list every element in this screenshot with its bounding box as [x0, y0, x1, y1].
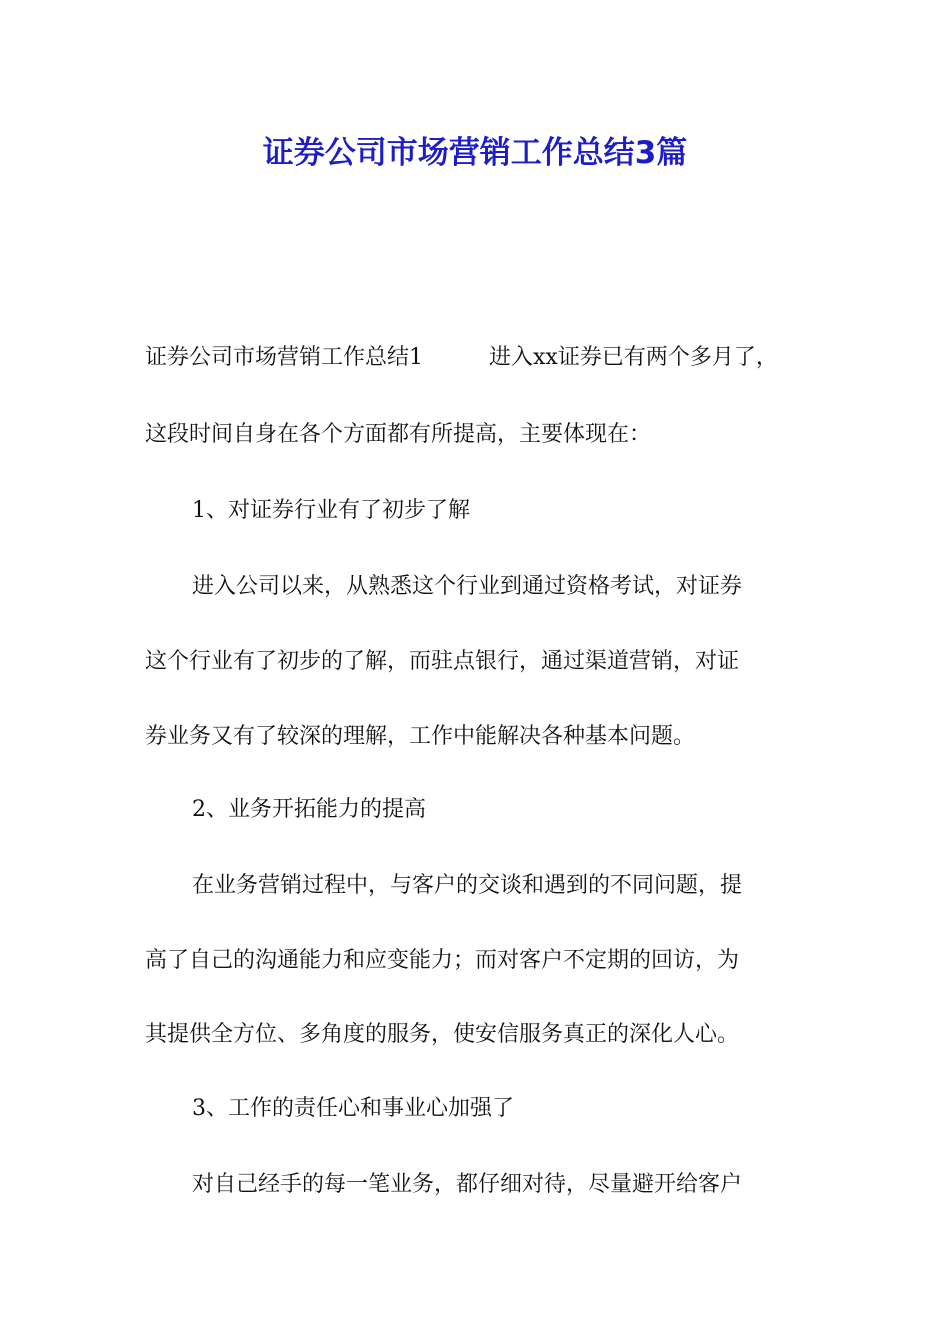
- body-line-1: 证券公司市场营销工作总结1 进入xx证券已有两个多月了，: [145, 345, 778, 370]
- body-line-4: 这个行业有了初步的了解，而驻点银行，通过渠道营销，对证: [145, 649, 740, 674]
- section-heading-2: 2、业务开拓能力的提高: [192, 797, 426, 822]
- body-line-7: 高了自己的沟通能力和应变能力；而对客户不定期的回访，为: [145, 948, 740, 973]
- body-line-8: 其提供全方位、多角度的服务，使安信服务真正的深化人心。: [145, 1022, 740, 1047]
- body-line-6: 在业务营销过程中，与客户的交谈和遇到的不同问题，提: [192, 873, 743, 898]
- body-line-5: 券业务又有了较深的理解，工作中能解决各种基本问题。: [145, 724, 696, 749]
- section-heading-1: 1、对证券行业有了初步了解: [192, 498, 470, 523]
- section-heading-3: 3、工作的责任心和事业心加强了: [192, 1096, 514, 1121]
- body-line-9: 对自己经手的每一笔业务，都仔细对待，尽量避开给客户: [192, 1172, 743, 1197]
- body-line-2: 这段时间自身在各个方面都有所提高，主要体现在：: [145, 422, 652, 447]
- document-title: 证券公司市场营销工作总结3篇: [262, 135, 688, 171]
- body-line-3: 进入公司以来，从熟悉这个行业到通过资格考试，对证券: [192, 574, 743, 599]
